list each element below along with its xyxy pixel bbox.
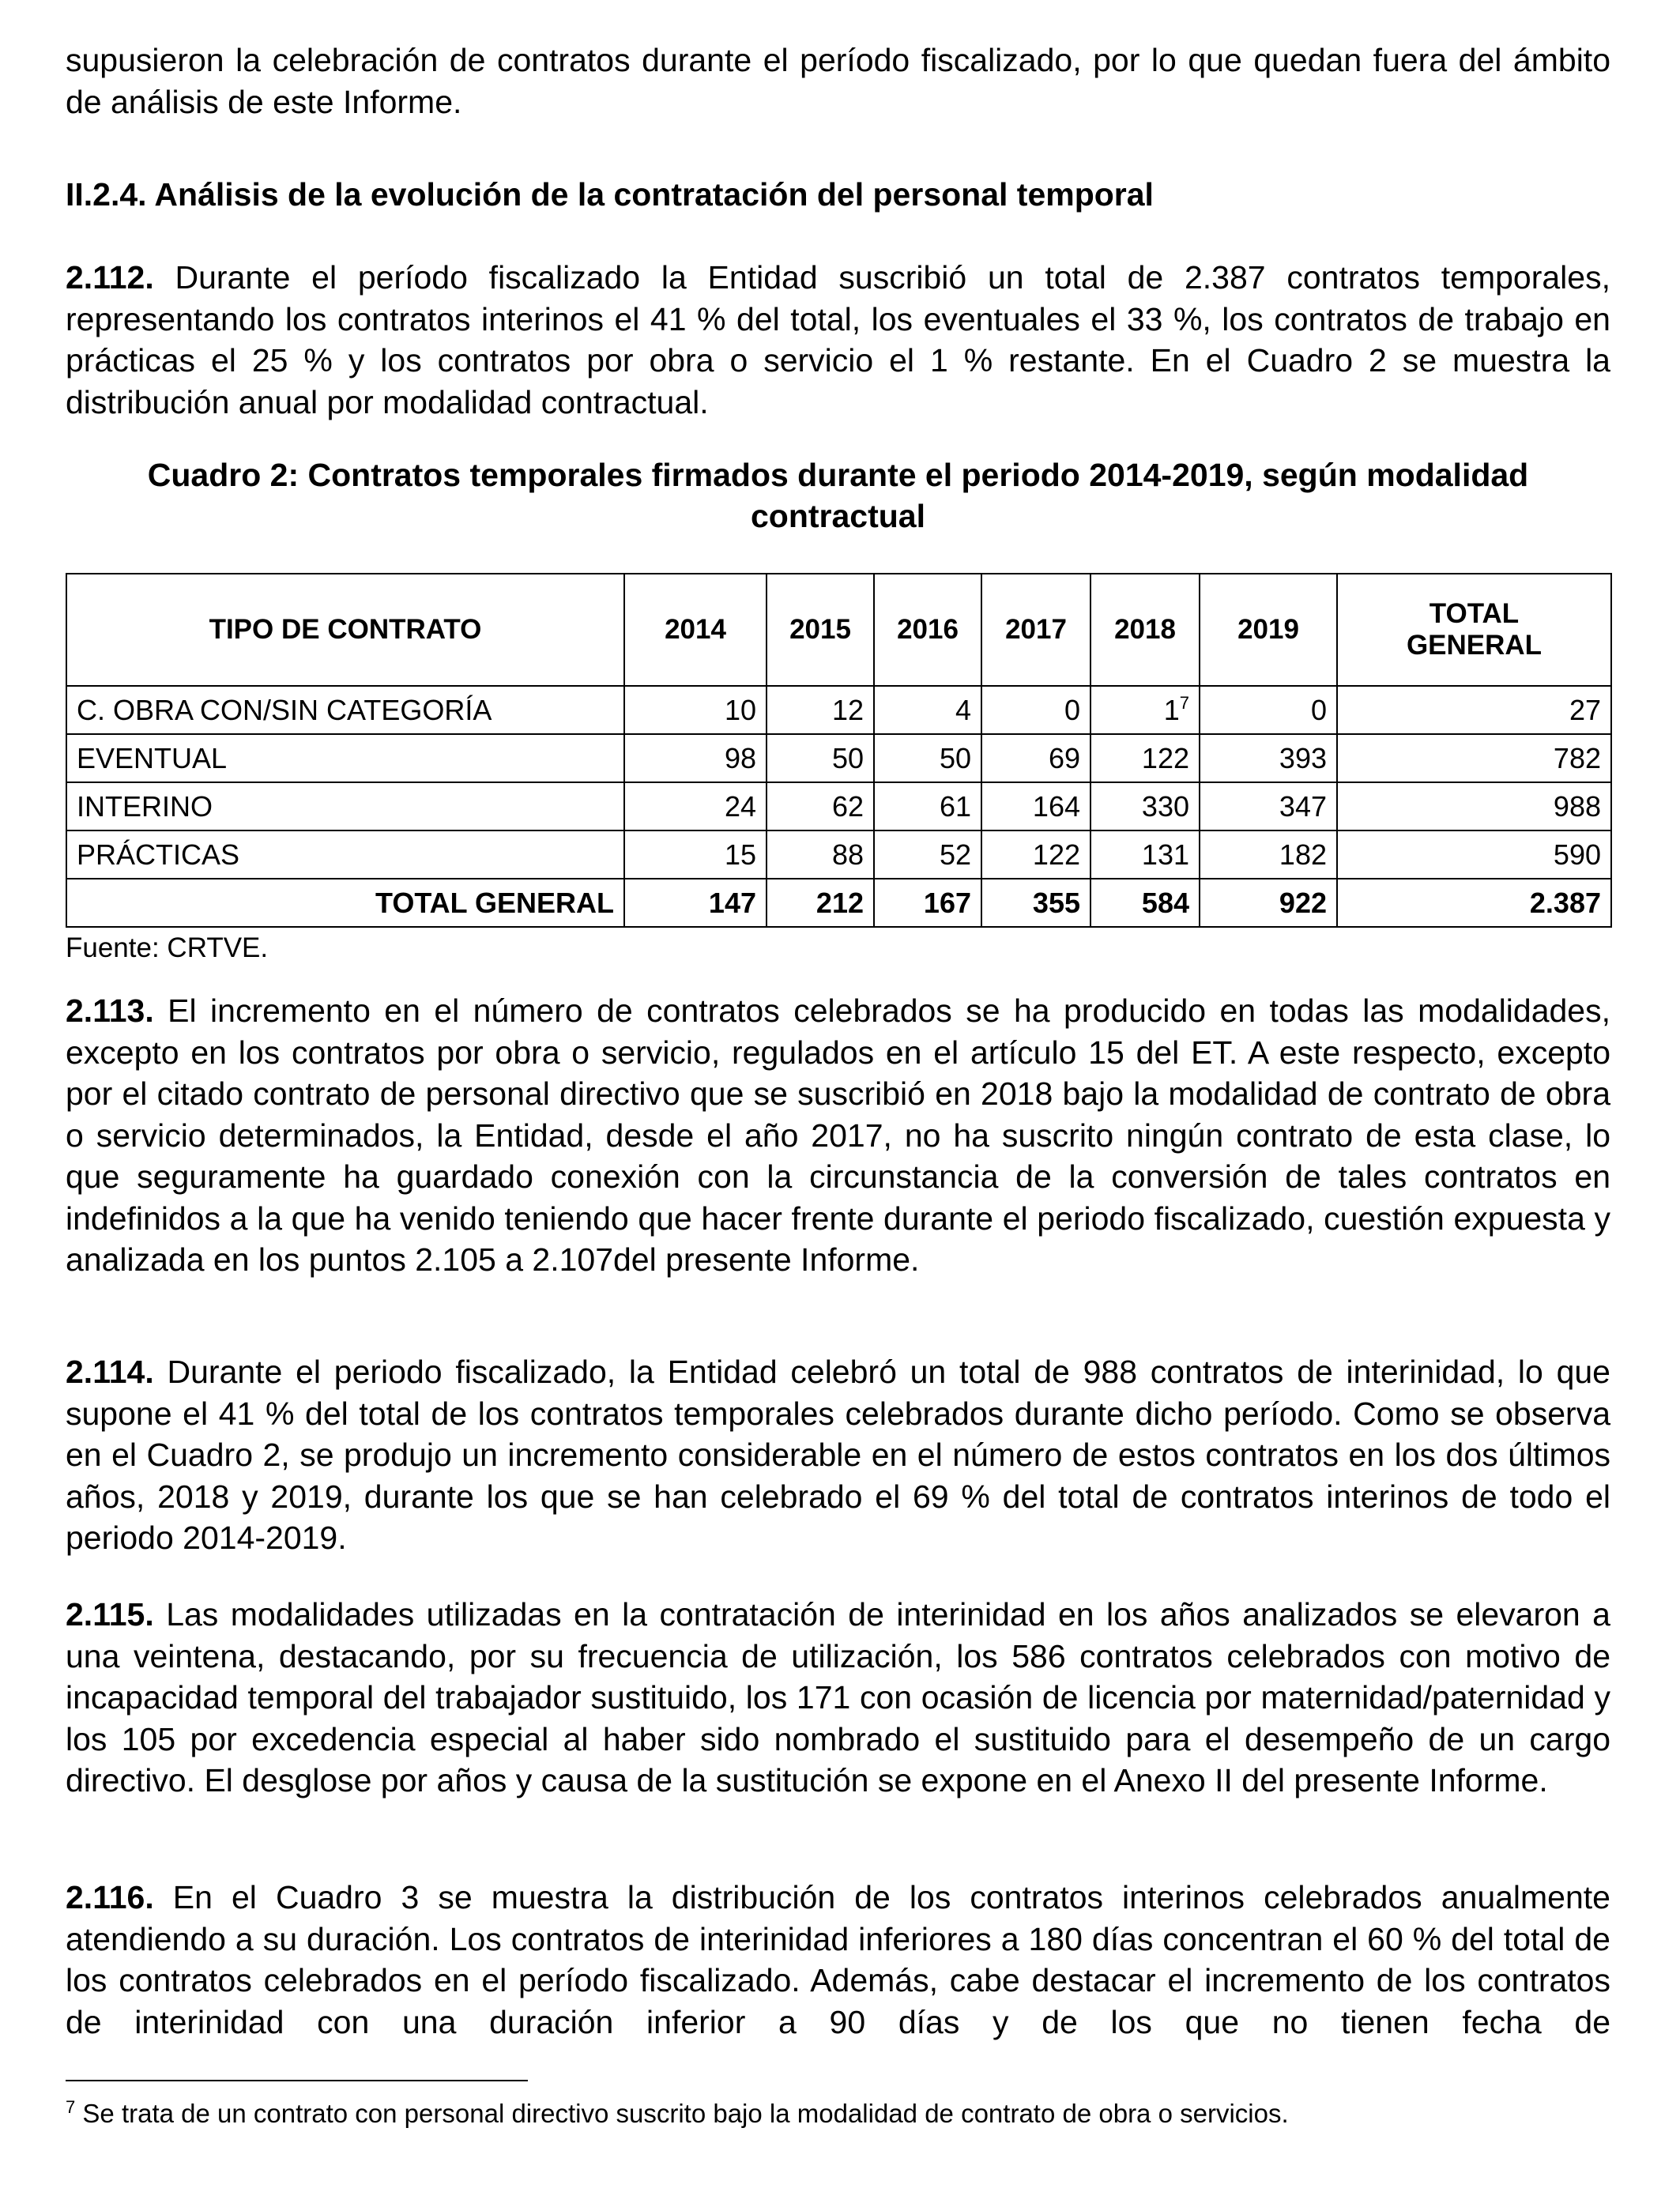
cell-2014: 10 [624, 686, 767, 734]
cell-2015: 50 [767, 734, 874, 782]
caption-label: Cuadro 2 [147, 457, 288, 493]
table-row [66, 782, 1611, 830]
cell-2016: 61 [874, 782, 981, 830]
cell-total: 782 [1337, 734, 1611, 782]
header-2015: 2015 [767, 574, 874, 686]
footnote [66, 2098, 1289, 2130]
header-2017: 2017 [981, 574, 1090, 686]
header-total [1337, 574, 1611, 686]
cell-2016: 52 [874, 830, 981, 879]
footnote-ref: 7 [1179, 692, 1189, 713]
total-2019: 922 [1200, 879, 1337, 927]
table-row [66, 830, 1611, 879]
cell-2019: 347 [1200, 782, 1337, 830]
total-2017: 355 [981, 879, 1090, 927]
paragraph-2-112 [66, 257, 1610, 423]
table-source: Fuente: CRTVE. [66, 932, 269, 963]
cell-total: 590 [1337, 830, 1611, 879]
cell-2017: 0 [981, 686, 1090, 734]
paragraph-text: Las modalidades utilizadas en la contratación de interinidad en los años analizados se elevaron a una veintena, destacando, por su frecuencia de utilización, los 586 contratos celebrados con motivo de incapacidad temporal del trabajador sustituido, los 171 con ocasión de licencia por maternidad/paternidad y los 105 por excedencia especial al haber sido nombrado el sustituido para el desempeño de un cargo directivo. El desglose por años y causa de la sustitución se expone en el Anexo II del presente Informe. [66, 1596, 1610, 1798]
cell-total: 988 [1337, 782, 1611, 830]
footnote-mark: 7 [66, 2097, 76, 2117]
header-total-line2: GENERAL [1406, 630, 1543, 661]
cell-2018 [1090, 686, 1200, 734]
section-heading: II.2.4. Análisis de la evolución de la contratación del personal temporal [66, 176, 1154, 213]
cell-2019: 393 [1200, 734, 1337, 782]
paragraph-number: 2.116. [66, 1879, 154, 1915]
cell-2018-value: 1 [1163, 693, 1180, 726]
paragraph-number: 2.112. [66, 259, 154, 296]
footnote-text: Se trata de un contrato con personal directivo suscrito bajo la modalidad de contrato de obra o servicios. [82, 2099, 1289, 2128]
total-row-label: TOTAL GENERAL [66, 879, 624, 927]
paragraph-2-116 [66, 1877, 1610, 2043]
total-2014: 147 [624, 879, 767, 927]
total-2016: 167 [874, 879, 981, 927]
cell-2018: 131 [1090, 830, 1200, 879]
paragraph-number: 2.113. [66, 992, 154, 1029]
row-label: C. OBRA CON/SIN CATEGORÍA [66, 686, 624, 734]
table-caption [66, 454, 1610, 537]
cell-2015: 88 [767, 830, 874, 879]
total-row [66, 879, 1611, 927]
table-row [66, 686, 1611, 734]
cell-2018: 330 [1090, 782, 1200, 830]
paragraph-2-113 [66, 990, 1610, 1281]
cell-total: 27 [1337, 686, 1611, 734]
cell-2014: 98 [624, 734, 767, 782]
paragraph-number: 2.114. [66, 1354, 154, 1390]
row-label: PRÁCTICAS [66, 830, 624, 879]
header-total-line1: TOTAL [1429, 598, 1520, 629]
cell-2016: 50 [874, 734, 981, 782]
cell-2015: 12 [767, 686, 874, 734]
cell-2017: 69 [981, 734, 1090, 782]
footnote-divider [66, 2080, 528, 2081]
table-row [66, 734, 1611, 782]
paragraph-text: Durante el periodo fiscalizado, la Entidad celebró un total de 988 contratos de interinidad, lo que supone el 41 % del total de los contratos temporales celebrados durante dicho período. Como se observa en el Cuadro 2, se produjo un incremento considerable en el número de estos contratos en los dos últimos años, 2018 y 2019, durante los que se han celebrado el 69 % del total de contratos interinos de todo el periodo 2014-2019. [66, 1354, 1610, 1556]
paragraph-text: El incremento en el número de contratos celebrados se ha producido en todas las modalidades, excepto en los contratos por obra o servicio, regulados en el artículo 15 del ET. A este respecto, excepto por el citado contrato de personal directivo que se suscribió en 2018 bajo la modalidad de contrato de obra o servicio determinados, la Entidad, desde el año 2017, no ha suscrito ningún contrato de esta clase, lo que seguramente ha guardado conexión con la circunstancia de la conversión de tales contratos en indefinidos a la que ha venido teniendo que hacer frente durante el periodo fiscalizado, cuestión expuesta y analizada en los puntos 2.105 a 2.107del presente Informe. [66, 992, 1610, 1278]
cell-2014: 24 [624, 782, 767, 830]
total-2015: 212 [767, 879, 874, 927]
paragraph-2-114 [66, 1351, 1610, 1559]
contracts-table [66, 573, 1612, 928]
total-general: 2.387 [1337, 879, 1611, 927]
paragraph-text: Durante el período fiscalizado la Entidad suscribió un total de 2.387 contratos temporales, representando los contratos interinos el 41 % del total, los eventuales el 33 %, los contratos de trabajo en prácticas el 25 % y los contratos por obra o servicio el 1 % restante. En el Cuadro 2 se muestra la distribución anual por modalidad contractual. [66, 259, 1610, 420]
table-header-row [66, 574, 1611, 686]
row-label: INTERINO [66, 782, 624, 830]
total-2018: 584 [1090, 879, 1200, 927]
header-2016: 2016 [874, 574, 981, 686]
paragraph-2-115 [66, 1594, 1610, 1802]
cell-2016: 4 [874, 686, 981, 734]
cell-2019: 182 [1200, 830, 1337, 879]
paragraph-number: 2.115. [66, 1596, 154, 1633]
header-2018: 2018 [1090, 574, 1200, 686]
paragraph-text: En el Cuadro 3 se muestra la distribución de los contratos interinos celebrados anualmente atendiendo a su duración. Los contratos de interinidad inferiores a 180 días concentran el 60 % del total de los contratos celebrados en el período fiscalizado. Además, cabe destacar el incremento de los contratos de interinidad con una duración inferior a 90 días y de los que no tienen fecha de [66, 1879, 1610, 2040]
cell-2015: 62 [767, 782, 874, 830]
row-label: EVENTUAL [66, 734, 624, 782]
cell-2017: 122 [981, 830, 1090, 879]
intro-paragraph: supusieron la celebración de contratos durante el período fiscalizado, por lo que quedan fuera del ámbito de análisis de este Informe. [66, 42, 1610, 120]
cell-2014: 15 [624, 830, 767, 879]
cell-2019: 0 [1200, 686, 1337, 734]
cell-2017: 164 [981, 782, 1090, 830]
header-tipo: TIPO DE CONTRATO [66, 574, 624, 686]
contracts-table-wrapper [66, 573, 1612, 966]
cell-2018: 122 [1090, 734, 1200, 782]
header-2019: 2019 [1200, 574, 1337, 686]
caption-text: : Contratos temporales firmados durante el periodo 2014-2019, según modalidad contractual [288, 457, 1529, 534]
header-2014: 2014 [624, 574, 767, 686]
